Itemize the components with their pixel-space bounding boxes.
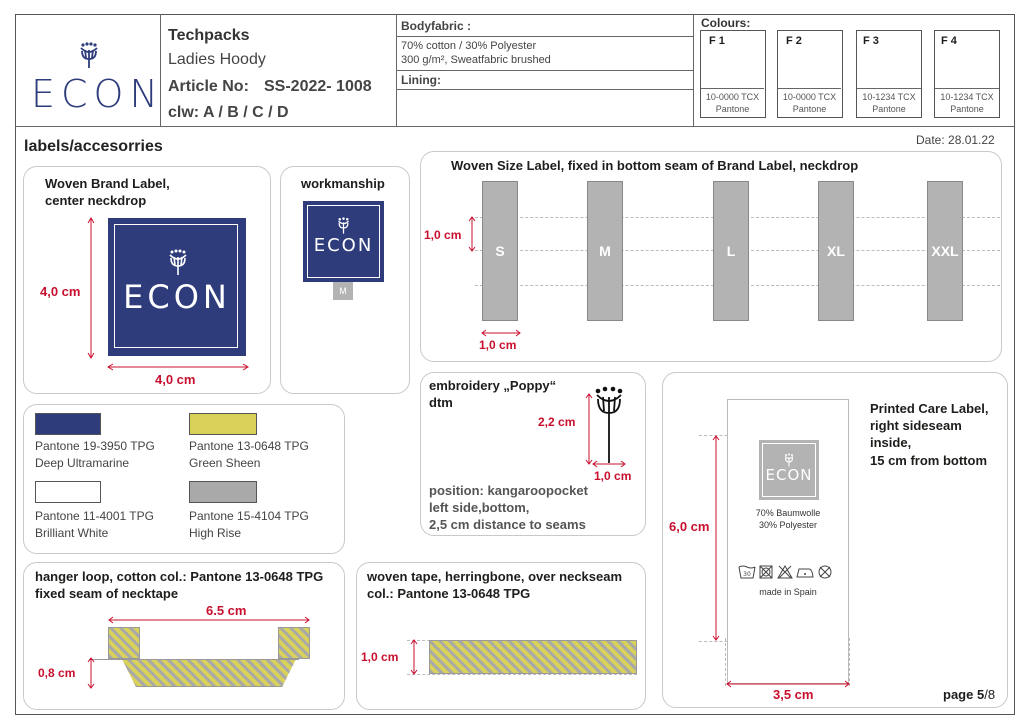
page-number xyxy=(943,687,995,702)
brand-label-height: 4,0 cm xyxy=(40,284,81,299)
colour-code: 10-0000 TCX xyxy=(705,92,760,102)
colour-name: F 2 xyxy=(786,35,802,47)
dimension-arrow-horizontal xyxy=(107,362,249,372)
color-desc: Deep Ultramarine xyxy=(35,456,130,470)
colour-name: F 4 xyxy=(941,35,957,47)
care-label-title-2: right sideseam xyxy=(870,418,962,433)
size-label-m xyxy=(587,181,623,321)
dimension-arrow-vertical xyxy=(584,393,594,465)
poppy-icon xyxy=(166,248,190,276)
care-label-title: Printed Care Label, xyxy=(870,401,989,416)
colors-legend-panel xyxy=(23,404,345,554)
no-tumble-dry-icon xyxy=(759,565,773,579)
woven-tape-title: woven tape, herringbone, over neckseam xyxy=(367,569,623,584)
colour-code: 10-0000 TCX xyxy=(782,92,837,102)
hanger-loop-title: hanger loop, cotton col.: Pantone 13-0648 TPG xyxy=(35,569,324,584)
embroidery-position-3: 2,5 cm distance to seams xyxy=(429,517,586,532)
header-row-divider xyxy=(396,36,693,37)
article-label: Article No: xyxy=(168,78,249,95)
size-text: XL xyxy=(827,243,845,259)
header-divider xyxy=(15,126,1015,127)
iron-icon xyxy=(796,566,814,578)
color-desc: High Rise xyxy=(189,526,242,540)
dimension-arrow-vertical xyxy=(409,639,419,675)
color-swatch-brilliant-white xyxy=(35,481,101,503)
care-label-title-4: 15 cm from bottom xyxy=(870,453,988,468)
colour-box-f4 xyxy=(934,30,1000,118)
section-title: labels/accesorries xyxy=(24,138,163,155)
size-text: XXL xyxy=(931,243,959,259)
brand-label-width: 4,0 cm xyxy=(155,372,196,387)
care-label-logo-text: ECON xyxy=(765,466,813,484)
hanger-loop-sample-left xyxy=(108,627,140,659)
color-swatch-green-sheen xyxy=(189,413,257,435)
workmanship-size-tag xyxy=(333,282,353,300)
embroidery-height: 2,2 cm xyxy=(538,415,576,429)
bodyfabric-line2: 300 g/m², Sweatfabric brushed xyxy=(401,54,551,66)
colour-name: F 3 xyxy=(863,35,879,47)
colour-system: Pantone xyxy=(715,104,750,114)
dimension-arrow-horizontal xyxy=(108,615,310,625)
woven-tape-sample xyxy=(429,640,637,674)
dimension-arrow-vertical xyxy=(86,217,96,359)
size-label-title: Woven Size Label, fixed in bottom seam of Brand Label, neckdrop xyxy=(451,158,859,173)
care-label-sample xyxy=(727,399,849,684)
size-label-xxl xyxy=(927,181,963,321)
size-label-width: 1,0 cm xyxy=(479,338,517,352)
workmanship-sample xyxy=(303,201,384,282)
header-row-divider xyxy=(396,89,693,90)
product-name: Ladies Hoody xyxy=(168,51,266,68)
dimension-arrow-vertical xyxy=(711,435,721,641)
color-name: Pantone 15-4104 TPG xyxy=(189,509,309,523)
size-label-panel xyxy=(420,151,1002,362)
care-label-composition: 70% Baumwolle xyxy=(755,508,821,518)
header-row-divider xyxy=(396,70,693,71)
color-desc: Green Sheen xyxy=(189,456,261,470)
poppy-icon xyxy=(77,42,101,68)
woven-tape-height: 1,0 cm xyxy=(361,650,399,664)
doc-type: Techpacks xyxy=(168,27,250,44)
embroidery-position: position: kangaroopocket xyxy=(429,483,588,498)
colour-box-f3 xyxy=(856,30,922,118)
workmanship-panel xyxy=(280,166,410,394)
colour-code: 10-1234 TCX xyxy=(862,92,916,102)
color-name: Pantone 11-4001 TPG xyxy=(35,509,154,523)
bodyfabric-line1: 70% cotton / 30% Polyester xyxy=(401,40,537,52)
size-text: M xyxy=(599,243,611,259)
hanger-loop-subtitle: fixed seam of necktape xyxy=(35,586,179,601)
hanger-loop-width: 6.5 cm xyxy=(206,603,247,618)
size-text: S xyxy=(495,243,505,259)
care-label-height: 6,0 cm xyxy=(669,519,710,534)
dimension-arrow-horizontal xyxy=(592,459,626,469)
care-symbols xyxy=(738,564,842,580)
colour-name: F 1 xyxy=(709,35,725,47)
brand-label-title: Woven Brand Label, xyxy=(45,176,170,191)
brand-label-sample xyxy=(108,218,246,356)
colours-label: Colours: xyxy=(701,16,751,30)
care-label-origin: made in Spain xyxy=(759,587,817,597)
size-label-l xyxy=(713,181,749,321)
hanger-loop-sample-right xyxy=(278,627,310,659)
brand-label-logo-text: ECON xyxy=(123,278,231,316)
lining-label: Lining: xyxy=(401,73,441,87)
embroidery-subtitle: dtm xyxy=(429,395,453,410)
clw-variants: clw: A / B / C / D xyxy=(168,104,289,121)
size-label-s xyxy=(482,181,518,321)
colour-box-f1 xyxy=(700,30,766,118)
wash-temp: 30 xyxy=(743,571,751,578)
size-text: L xyxy=(726,243,736,259)
dimension-arrow-vertical xyxy=(86,657,96,689)
dimension-arrow-horizontal xyxy=(481,328,521,338)
page-current: 5 xyxy=(976,687,985,702)
woven-tape-panel xyxy=(356,562,646,710)
poppy-icon xyxy=(591,385,627,463)
no-bleach-icon xyxy=(777,565,793,579)
care-label-composition-2: 30% Polyester xyxy=(758,520,818,530)
color-swatch-deep-ultramarine xyxy=(35,413,101,435)
workmanship-title: workmanship xyxy=(301,176,385,191)
embroidery-panel xyxy=(420,372,646,536)
embroidery-title: embroidery „Poppy“ xyxy=(429,378,557,393)
doc-date: Date: 28.01.22 xyxy=(916,133,995,147)
poppy-icon xyxy=(336,217,351,234)
workmanship-logo-text: ECON xyxy=(313,235,374,256)
color-name: Pantone 13-0648 TPG xyxy=(189,439,309,453)
page-total: /8 xyxy=(984,687,996,702)
embroidery-width: 1,0 cm xyxy=(594,469,632,483)
embroidery-position-2: left side,bottom, xyxy=(429,500,530,515)
size-label-height: 1,0 cm xyxy=(424,228,462,242)
size-label-xl xyxy=(818,181,854,321)
hanger-loop-height: 0,8 cm xyxy=(38,666,76,680)
brand-label-panel xyxy=(23,166,271,394)
care-label-logo-box xyxy=(759,440,819,500)
wash-30-icon xyxy=(738,564,756,580)
article-number: SS-2022- 1008 xyxy=(264,78,372,95)
colour-system: Pantone xyxy=(950,104,984,114)
colour-box-f2 xyxy=(777,30,843,118)
care-label-panel xyxy=(662,372,1008,708)
dimension-arrow-vertical xyxy=(467,216,477,252)
logo-text: ECON xyxy=(31,72,164,116)
color-swatch-high-rise xyxy=(189,481,257,503)
woven-tape-subtitle: col.: Pantone 13-0648 TPG xyxy=(367,586,531,601)
page-label: page xyxy=(943,687,974,702)
size-tag-text: M xyxy=(339,286,347,296)
header-col-divider xyxy=(693,14,694,126)
color-desc: Brilliant White xyxy=(35,526,109,540)
no-dry-clean-icon xyxy=(818,565,832,579)
colour-system: Pantone xyxy=(872,104,906,114)
care-label-title-3: inside, xyxy=(870,435,912,450)
colour-system: Pantone xyxy=(792,104,827,114)
care-label-width: 3,5 cm xyxy=(773,687,814,702)
color-name: Pantone 19-3950 TPG xyxy=(35,439,155,453)
hanger-loop-sample-bottom xyxy=(122,659,296,687)
brand-label-subtitle: center neckdrop xyxy=(45,193,147,208)
hanger-loop-panel xyxy=(23,562,345,710)
colour-code: 10-1234 TCX xyxy=(940,92,994,102)
header-logo xyxy=(25,40,164,120)
poppy-icon xyxy=(783,453,795,467)
bodyfabric-label: Bodyfabric : xyxy=(401,19,472,33)
